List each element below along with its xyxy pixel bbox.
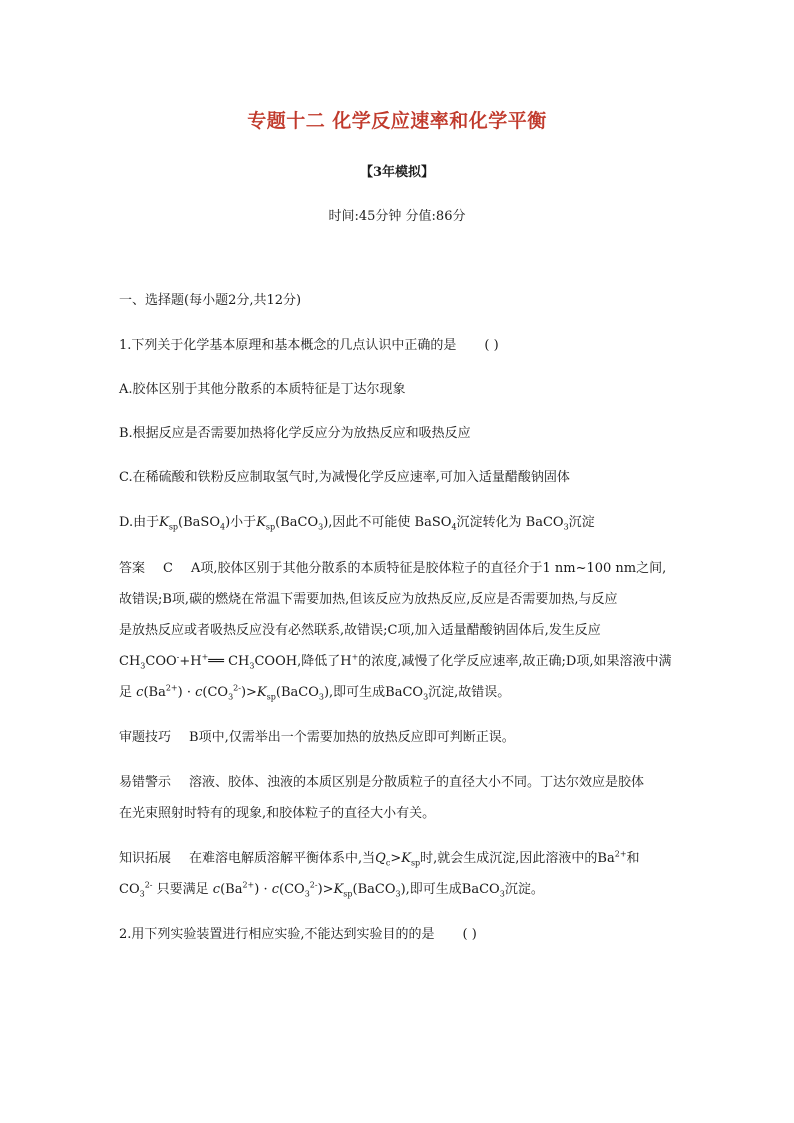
question-2-text: 2.用下列实验装置进行相应实验,不能达到实验目的的是 bbox=[119, 927, 435, 942]
answer-blank-2: ( ) bbox=[462, 927, 477, 942]
tip-review: 审题技巧 B项中,仅需举出一个需要加热的放热反应即可判断正误。 bbox=[119, 730, 515, 745]
question-1-stem bbox=[119, 337, 679, 355]
option-a: A.胶体区别于其他分散系的本质特征是丁达尔现象 bbox=[119, 382, 406, 397]
answer-line-3: 是放热反应或者吸热反应没有必然联系,故错误;C项,加入适量醋酸钠固体后,发生反应 bbox=[119, 623, 601, 638]
time-info: 时间:45分钟 分值:86分 bbox=[328, 209, 466, 224]
answer-line-1: 答案 C A项,胶体区别于其他分散系的本质特征是胶体粒子的直径介于1 nm~100 nm之间, bbox=[119, 561, 667, 576]
answer-blank: ( ) bbox=[484, 338, 499, 353]
option-b: B.根据反应是否需要加热将化学反应分为放热反应和吸热反应 bbox=[119, 426, 471, 441]
option-c: C.在稀硫酸和铁粉反应制取氢气时,为减慢化学反应速率,可加入适量醋酸钠固体 bbox=[119, 470, 570, 485]
answer-block bbox=[119, 553, 679, 708]
answer-label: 答案 bbox=[119, 561, 146, 576]
tip-warning: 易错警示 溶液、胶体、浊液的本质区别是分散质粒子的直径大小不同。丁达尔效应是胶体 在光束照射时特有的现象,和胶体粒子的直径大小有关。 bbox=[119, 775, 645, 821]
option-d: D.由于$K_{sp}(BaSO_4)$小于$K_{sp}(BaCO_3)$,因此不可能使 BaSO$_4$沉淀转化为 BaCO$_3$沉淀 bbox=[119, 515, 595, 532]
tip-warning-label: 易错警示 bbox=[119, 775, 172, 790]
answer-line-2: 故错误;B项,碳的燃烧在常温下需要加热,但该反应为放热反应,反应是否需要加热,与反应 bbox=[119, 592, 618, 607]
tip-extension: 知识拓展 在难溶电解质溶解平衡体系中,当$Q_c>K_{sp}$时,就会生成沉淀,因此溶液中的$Ba^{2+}$和 $CO_3^{2-}$ 只要满足 $c(Ba^{2+})$ · $c(CO_3^{2-})>K_{sp}(BaCO_3)$,即可生成BaCO$_3$沉淀。 bbox=[119, 849, 640, 899]
page-title: 专题十二 化学反应速率和化学平衡 bbox=[247, 110, 547, 132]
section-heading: 一、选择题(每小题2分,共12分) bbox=[119, 293, 302, 308]
subtitle-tag: 【3年模拟】 bbox=[359, 165, 435, 180]
tip-extension-label: 知识拓展 bbox=[119, 851, 172, 866]
tip-review-label: 审题技巧 bbox=[119, 730, 172, 745]
question-1-text: 1.下列关于化学基本原理和基本概念的几点认识中正确的是 bbox=[119, 338, 457, 353]
answer-choice: C bbox=[163, 561, 173, 576]
answer-line-4: $CH_3COO^-+H^+══$ $CH_3COOH$,降低了H+的浓度,减慢了化学反应速率,故正确;D项,如果溶液中满 bbox=[119, 652, 672, 671]
answer-line-5: 足 $c(Ba^{2+})$ · $c(CO_3^{2-})>K_{sp}(BaCO_3)$,即可生成BaCO$_3$沉淀,故错误。 bbox=[119, 683, 511, 702]
question-2-stem bbox=[119, 926, 679, 944]
